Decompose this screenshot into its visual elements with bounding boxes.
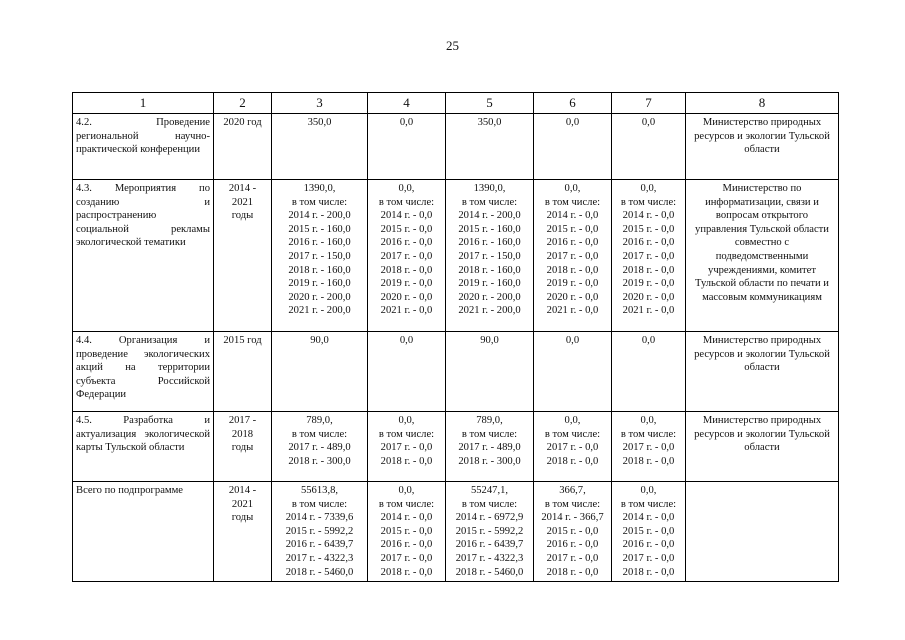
cell-line: Министерство природных ресурсов и экологии Тульской области: [694, 415, 830, 454]
federal-cell: [368, 180, 446, 332]
col-header: 5: [446, 93, 534, 114]
other-cell: [612, 114, 686, 180]
cell-line: 0,0,: [398, 183, 415, 194]
municipal-cell: [534, 180, 612, 332]
cell-line: 0,0: [565, 335, 580, 346]
cell-line: 2016 г. - 0,0: [546, 539, 599, 551]
cell-line: 0,0,: [640, 485, 657, 496]
cell-line: в том числе:: [291, 196, 348, 208]
cell-line: 2014 г. - 0,0: [380, 512, 433, 524]
cell-line: 2018 г. - 160,0: [458, 264, 521, 276]
table-row: [73, 412, 839, 482]
col-header: 1: [73, 93, 214, 114]
cell-line: 2015 г. - 160,0: [288, 223, 351, 235]
cell-line: 1390,0,: [473, 183, 506, 194]
cell-line: Министерство природных ресурсов и экологии Тульской области: [694, 117, 830, 156]
total-cell: [272, 482, 368, 582]
cell-line: 2018 г. - 0,0: [622, 455, 675, 467]
other-cell: [612, 332, 686, 412]
cell-line: 0,0,: [398, 415, 415, 426]
regional-cell: [446, 412, 534, 482]
cell-line: 90,0: [480, 335, 499, 346]
cell-line: 2017 -: [228, 415, 257, 426]
col-header: 7: [612, 93, 686, 114]
cell-line: 2017 г. - 489,0: [288, 442, 351, 454]
header-row: [73, 93, 839, 114]
col-header: 6: [534, 93, 612, 114]
cell-line: 2017 г. - 0,0: [546, 250, 599, 262]
cell-line: 0,0,: [640, 415, 657, 426]
cell-line: 2018 г. - 0,0: [546, 566, 599, 578]
cell-line: 2015 г. - 0,0: [546, 525, 599, 537]
total-cell: [272, 180, 368, 332]
cell-line: 2014 -: [228, 485, 257, 496]
cell-line: 2020 г. - 200,0: [458, 291, 521, 303]
municipal-cell: [534, 412, 612, 482]
municipal-cell: [534, 482, 612, 582]
cell-line: 2020 г. - 200,0: [288, 291, 351, 303]
cell-line: 2017 г. - 4322,3: [455, 552, 524, 564]
municipal-cell: [534, 332, 612, 412]
cell-line: 366,7,: [559, 485, 586, 496]
cell-line: 2020 год: [223, 117, 262, 128]
federal-cell: [368, 482, 446, 582]
cell-line: годы: [231, 210, 254, 222]
regional-cell: [446, 332, 534, 412]
other-cell: [612, 482, 686, 582]
executor-cell: [686, 482, 839, 582]
cell-line: 2018 г. - 300,0: [458, 455, 521, 467]
col-header: 8: [686, 93, 839, 114]
cell-line: в том числе:: [620, 498, 677, 510]
cell-line: 2017 г. - 0,0: [380, 442, 433, 454]
cell-line: 2016 г. - 0,0: [622, 539, 675, 551]
cell-line: 2017 г. - 0,0: [380, 250, 433, 262]
cell-line: 2018 г. - 0,0: [546, 264, 599, 276]
cell-line: 2014 г. - 366,7: [541, 512, 604, 524]
cell-line: 2018 г. - 0,0: [622, 264, 675, 276]
cell-line: 2019 г. - 160,0: [458, 278, 521, 290]
cell-line: 0,0,: [640, 183, 657, 194]
cell-line: 2015 г. - 5992,2: [285, 525, 354, 537]
cell-line: в том числе:: [620, 428, 677, 440]
executor-cell: [686, 332, 839, 412]
cell-line: 2014 г. - 0,0: [622, 512, 675, 524]
period-cell: [214, 114, 272, 180]
cell-line: 2018 г. - 0,0: [622, 566, 675, 578]
cell-line: 0,0: [399, 117, 414, 128]
cell-line: 2015 г. - 0,0: [380, 223, 433, 235]
cell-line: 2018 г. - 0,0: [380, 566, 433, 578]
cell-line: 2018 г. - 160,0: [288, 264, 351, 276]
cell-line: 90,0: [310, 335, 329, 346]
cell-line: в том числе:: [378, 428, 435, 440]
table-row: [73, 114, 839, 180]
cell-line: 2017 г. - 0,0: [622, 250, 675, 262]
regional-cell: [446, 180, 534, 332]
cell-line: 0,0: [641, 335, 656, 346]
cell-line: 2018 г. - 0,0: [380, 455, 433, 467]
executor-cell: [686, 412, 839, 482]
activity-name-cell: 4.5. Разработка и актуализация экологической карты Тульской области: [73, 412, 214, 482]
cell-line: 2019 г. - 0,0: [622, 278, 675, 290]
cell-line: 2020 г. - 0,0: [546, 291, 599, 303]
cell-line: 2017 г. - 150,0: [458, 250, 521, 262]
cell-line: 0,0: [399, 335, 414, 346]
regional-cell: [446, 114, 534, 180]
cell-line: 2017 г. - 0,0: [622, 552, 675, 564]
cell-line: 2017 г. - 4322,3: [285, 552, 354, 564]
cell-line: 2019 г. - 0,0: [380, 278, 433, 290]
cell-line: 2018: [231, 428, 254, 440]
cell-line: 0,0,: [398, 485, 415, 496]
executor-cell: [686, 180, 839, 332]
cell-line: 2020 г. - 0,0: [622, 291, 675, 303]
cell-line: в том числе:: [378, 498, 435, 510]
other-cell: [612, 412, 686, 482]
federal-cell: [368, 332, 446, 412]
cell-line: 2017 г. - 489,0: [458, 442, 521, 454]
page-number: 25: [446, 38, 459, 53]
cell-line: 350,0: [307, 117, 332, 128]
cell-line: годы: [231, 512, 254, 524]
cell-line: 2016 г. - 0,0: [622, 237, 675, 249]
period-cell: [214, 412, 272, 482]
table-row: [73, 332, 839, 412]
cell-line: 2017 г. - 150,0: [288, 250, 351, 262]
activity-name-cell: 4.3. Мероприятия по созданию и распространению социальной рекламы экологической тематики: [73, 180, 214, 332]
col-header: 4: [368, 93, 446, 114]
municipal-cell: [534, 114, 612, 180]
cell-line: в том числе:: [291, 498, 348, 510]
cell-line: 2021: [231, 498, 254, 510]
cell-line: 2021 г. - 200,0: [288, 305, 351, 317]
cell-line: 0,0: [565, 117, 580, 128]
total-cell: [272, 114, 368, 180]
cell-line: 2016 г. - 0,0: [380, 539, 433, 551]
cell-line: 2018 г. - 5460,0: [285, 566, 354, 578]
cell-line: 1390,0,: [303, 183, 336, 194]
cell-line: 2014 г. - 200,0: [288, 210, 351, 222]
cell-line: 2016 г. - 0,0: [546, 237, 599, 249]
cell-line: 2018 г. - 0,0: [546, 455, 599, 467]
cell-line: 2014 г. - 0,0: [622, 210, 675, 222]
activity-name-cell: Всего по подпрограмме: [73, 482, 214, 582]
cell-line: 2021 г. - 0,0: [380, 305, 433, 317]
cell-line: в том числе:: [378, 196, 435, 208]
col-header: 2: [214, 93, 272, 114]
cell-line: 2016 г. - 160,0: [288, 237, 351, 249]
cell-line: 2015 г. - 0,0: [622, 525, 675, 537]
cell-line: 55613,8,: [300, 485, 339, 496]
period-cell: [214, 332, 272, 412]
cell-line: в том числе:: [544, 428, 601, 440]
regional-cell: [446, 482, 534, 582]
cell-line: 2014 г. - 7339,6: [285, 512, 354, 524]
cell-line: 2016 г. - 160,0: [458, 237, 521, 249]
cell-line: в том числе:: [461, 428, 518, 440]
total-cell: [272, 332, 368, 412]
cell-line: 2017 г. - 0,0: [380, 552, 433, 564]
cell-line: 2021 г. - 0,0: [546, 305, 599, 317]
cell-line: 2015 г. - 5992,2: [455, 525, 524, 537]
period-cell: [214, 482, 272, 582]
cell-line: 350,0: [477, 117, 502, 128]
activity-name-cell: 4.4. Организация и проведение экологических акций на территории субъекта Российской Федерации: [73, 332, 214, 412]
cell-line: Министерство по информатизации, связи и вопросам открытого управления Тульской области совместно с подведомственными учреждениями, комитет Тульской области по печати и массовым коммуникациям: [695, 183, 829, 303]
cell-line: 2018 г. - 5460,0: [455, 566, 524, 578]
cell-line: 2020 г. - 0,0: [380, 291, 433, 303]
budget-table: [72, 92, 839, 582]
cell-line: 2021: [231, 196, 254, 208]
cell-line: 0,0,: [564, 415, 581, 426]
cell-line: 2014 г. - 6972,9: [455, 512, 524, 524]
table-row: [73, 482, 839, 582]
cell-line: в том числе:: [544, 498, 601, 510]
cell-line: в том числе:: [620, 196, 677, 208]
cell-line: годы: [231, 442, 254, 454]
cell-line: 2018 г. - 0,0: [380, 264, 433, 276]
cell-line: 2014 г. - 200,0: [458, 210, 521, 222]
table-row: [73, 180, 839, 332]
other-cell: [612, 180, 686, 332]
cell-line: 789,0,: [476, 415, 503, 426]
period-cell: [214, 180, 272, 332]
cell-line: в том числе:: [461, 196, 518, 208]
col-header: 3: [272, 93, 368, 114]
cell-line: 2017 г. - 0,0: [622, 442, 675, 454]
cell-line: 2015 г. - 0,0: [546, 223, 599, 235]
cell-line: 2014 -: [228, 183, 257, 194]
total-cell: [272, 412, 368, 482]
cell-line: 2014 г. - 0,0: [546, 210, 599, 222]
cell-line: 2015 г. - 0,0: [622, 223, 675, 235]
federal-cell: [368, 412, 446, 482]
activity-name-cell: 4.2. Проведение региональной научно-практической конференции: [73, 114, 214, 180]
cell-line: 2017 г. - 0,0: [546, 442, 599, 454]
cell-line: 789,0,: [306, 415, 333, 426]
cell-line: в том числе:: [461, 498, 518, 510]
cell-line: 2016 г. - 6439,7: [285, 539, 354, 551]
cell-line: в том числе:: [291, 428, 348, 440]
executor-cell: [686, 114, 839, 180]
cell-line: 2017 г. - 0,0: [546, 552, 599, 564]
cell-line: 2016 г. - 0,0: [380, 237, 433, 249]
federal-cell: [368, 114, 446, 180]
cell-line: 2015 год: [223, 335, 262, 346]
cell-line: 0,0,: [564, 183, 581, 194]
cell-line: 0,0: [641, 117, 656, 128]
cell-line: 2016 г. - 6439,7: [455, 539, 524, 551]
cell-line: 2014 г. - 0,0: [380, 210, 433, 222]
cell-line: в том числе:: [544, 196, 601, 208]
cell-line: 2021 г. - 0,0: [622, 305, 675, 317]
cell-line: 55247,1,: [470, 485, 509, 496]
cell-line: 2019 г. - 0,0: [546, 278, 599, 290]
cell-line: 2015 г. - 0,0: [380, 525, 433, 537]
cell-line: 2015 г. - 160,0: [458, 223, 521, 235]
cell-line: 2021 г. - 200,0: [458, 305, 521, 317]
cell-line: Министерство природных ресурсов и экологии Тульской области: [694, 335, 830, 374]
cell-line: 2019 г. - 160,0: [288, 278, 351, 290]
cell-line: 2018 г. - 300,0: [288, 455, 351, 467]
